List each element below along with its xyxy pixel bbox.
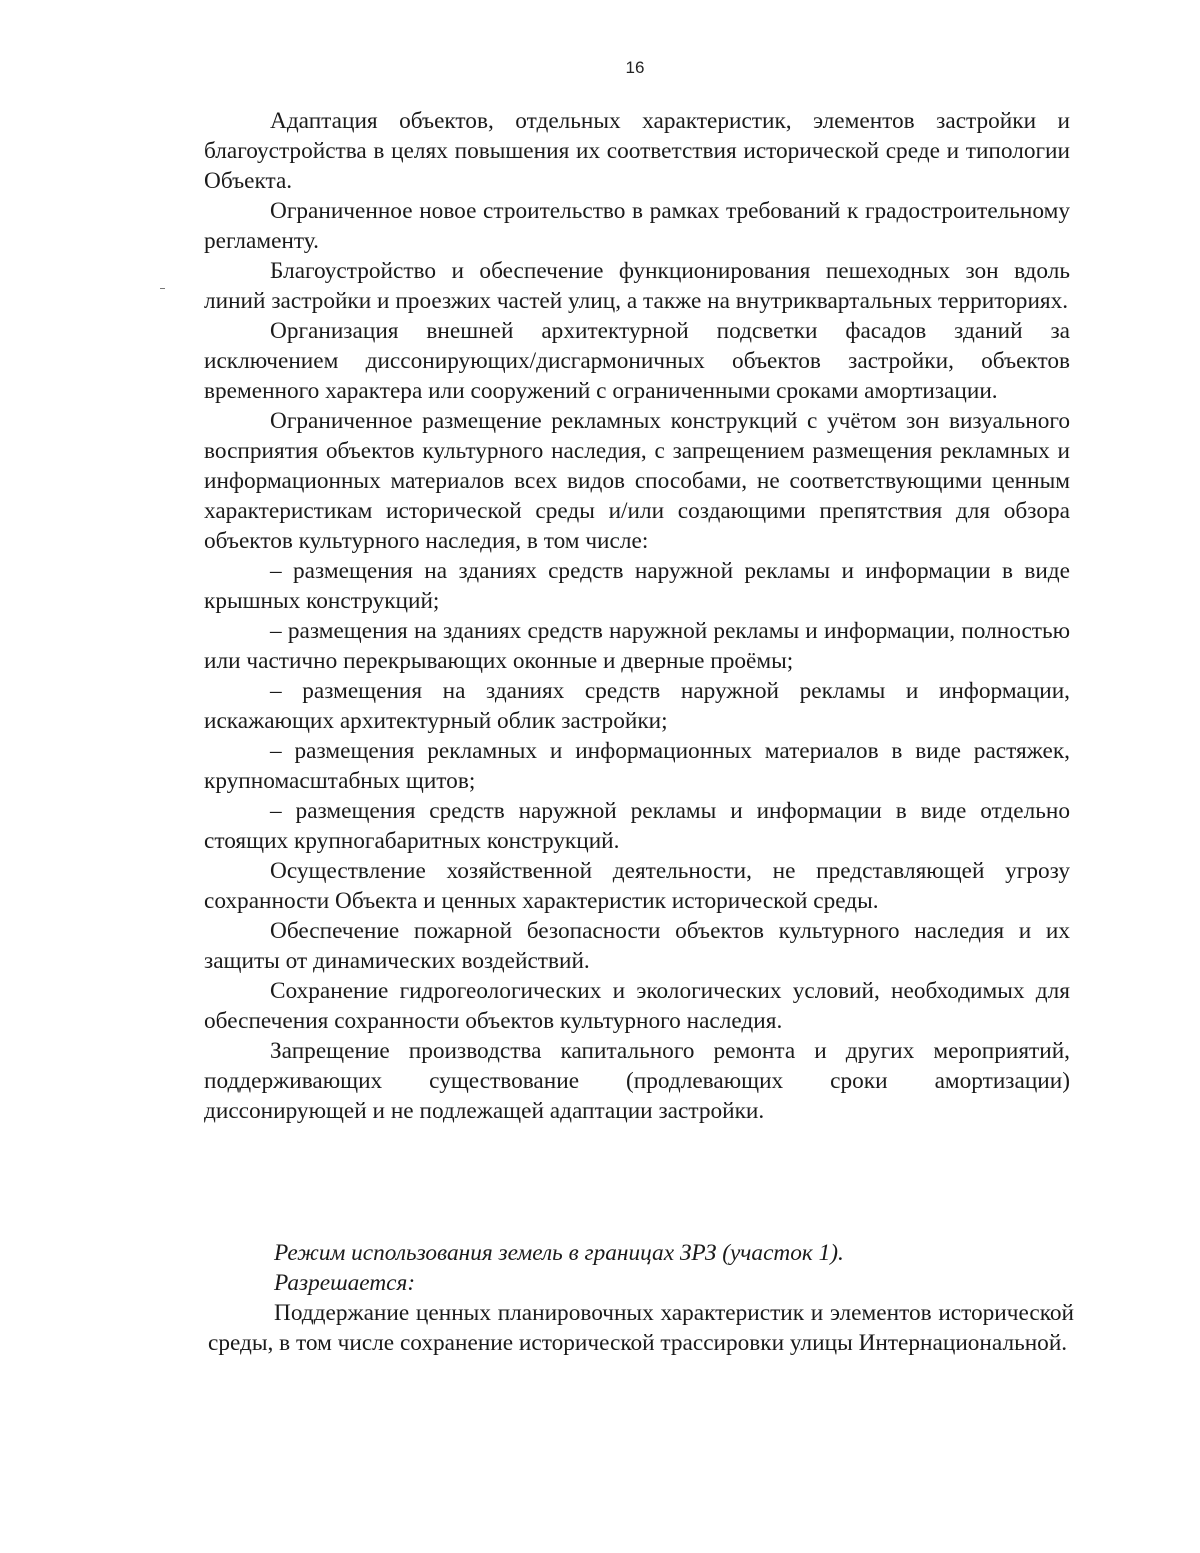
land-use-section [208, 1238, 1074, 1358]
paragraph-fire-safety: Обеспечение пожарной безопасности объектов культурного наследия и их защиты от динамических воздействий. [204, 918, 1070, 974]
paragraph-new-construction: Ограниченное новое строительство в рамках требований к градостроительному регламенту. [204, 198, 1070, 254]
paragraph-economic-activity: Осуществление хозяйственной деятельности, не представляющей угрозу сохранности Объекта и ценных характеристик исторической среды. [204, 858, 1070, 914]
paragraph-pedestrian-zones: Благоустройство и обеспечение функционирования пешеходных зон вдоль линий застройки и проезжих частей улиц, а также на внутриквартальных территориях. [204, 258, 1070, 314]
list-item-banners: – размещения рекламных и информационных материалов в виде растяжек, крупномасштабных щитов; [204, 738, 1070, 794]
list-item-architectural-appearance: – размещения на зданиях средств наружной рекламы и информации, искажающих архитектурный облик застройки; [204, 678, 1070, 734]
list-item-freestanding-structures: – размещения средств наружной рекламы и информации в виде отдельно стоящих крупногабаритных конструкций. [204, 798, 1070, 854]
list-item-roof-structures: – размещения на зданиях средств наружной рекламы и информации в виде крышных конструкций; [204, 558, 1070, 614]
scan-mark [160, 288, 165, 289]
paragraph-hydrogeology: Сохранение гидрогеологических и экологических условий, необходимых для обеспечения сохранности объектов культурного наследия. [204, 978, 1070, 1034]
section-subheading: Разрешается: [274, 1270, 416, 1296]
section-heading: Режим использования земель в границах ЗРЗ (участок 1). [274, 1240, 844, 1266]
paragraph-facade-lighting: Организация внешней архитектурной подсветки фасадов зданий за исключением диссонирующих/дисгармоничных объектов застройки, объектов временного характера или сооружений с ограниченными сроками амортизации. [204, 318, 1070, 404]
document-body [204, 106, 1070, 1126]
paragraph-adaptation: Адаптация объектов, отдельных характеристик, элементов застройки и благоустройства в целях повышения их соответствия исторической среде и типологии Объекта. [204, 108, 1070, 194]
section-text: Поддержание ценных планировочных характеристик и элементов исторической среды, в том числе сохранение исторической трассировки улицы Интернациональной. [208, 1300, 1074, 1356]
paragraph-advertising: Ограниченное размещение рекламных конструкций с учётом зон визуального восприятия объектов культурного наследия, с запрещением размещения рекламных и информационных материалов всех видов способами, не соответствующими ценным характеристикам исторической среды и/или создающими препятствия для обзора объектов культурного наследия, в том числе: [204, 408, 1070, 554]
paragraph-repair-prohibition: Запрещение производства капитального ремонта и других мероприятий, поддерживающих существование (продлевающих сроки амортизации) диссонирующей и не подлежащей адаптации застройки. [204, 1038, 1070, 1124]
list-item-window-openings: – размещения на зданиях средств наружной рекламы и информации, полностью или частично перекрывающих оконные и дверные проёмы; [204, 618, 1070, 674]
page-number: 16 [625, 58, 645, 77]
